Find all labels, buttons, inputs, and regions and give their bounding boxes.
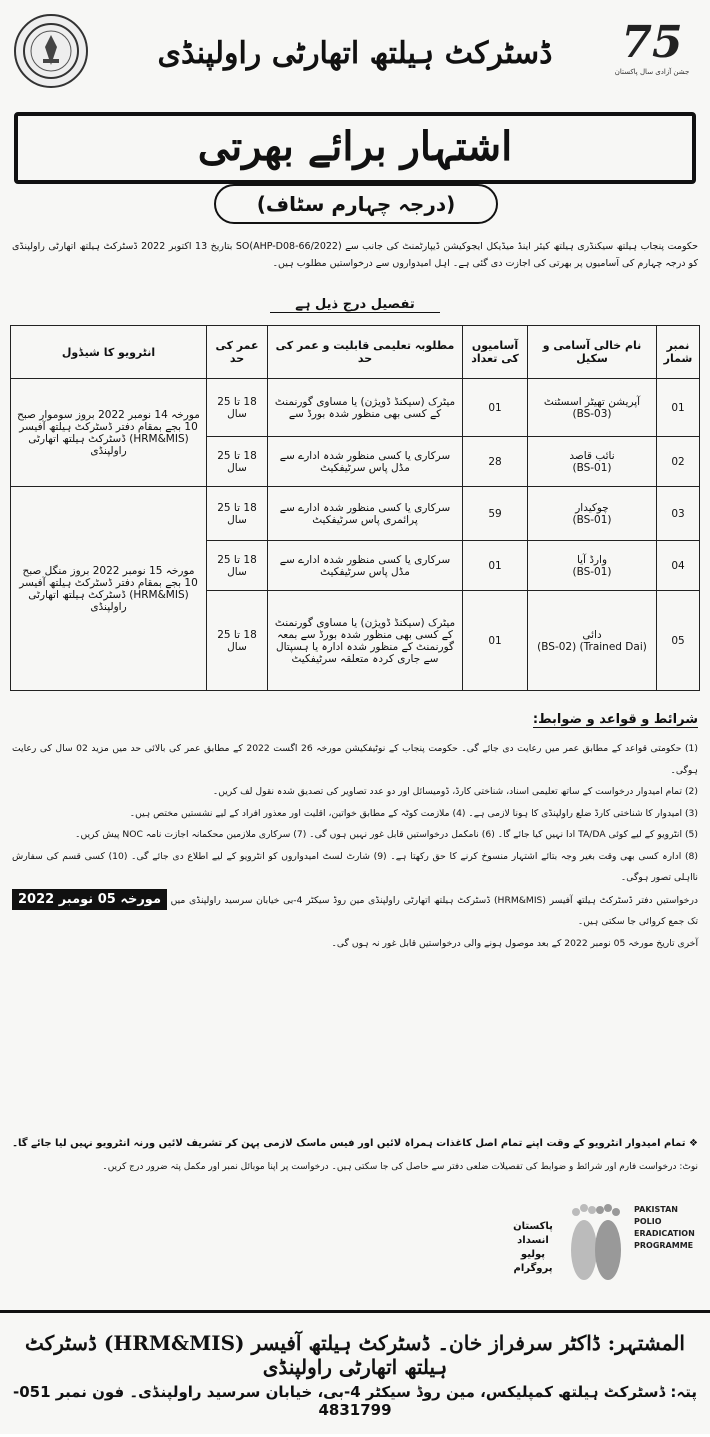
- deadline-after: تک جمع کروائی جا سکتی ہیں۔: [577, 916, 698, 927]
- post-name: دائی: [582, 628, 602, 641]
- row-post: [528, 379, 657, 437]
- row-post: [528, 591, 657, 691]
- post-name: آپریشن تھیٹر اسسٹنٹ: [543, 395, 641, 408]
- term-item: (2) تمام امیدوار درخواست کے ساتھ تعلیمی اسناد، شناختی کارڈ، ڈومیسائل اور دو عدد تصاویر کی تصدیق شدہ نقول لف کریں۔: [212, 786, 698, 797]
- row-count: 01: [463, 591, 528, 691]
- post-scale: (BS-01): [572, 565, 612, 578]
- row-serial: 03: [657, 487, 700, 541]
- post-name: وارڈ آیا: [576, 553, 608, 566]
- deadline-note: آخری تاریخ مورخہ 05 نومبر 2022 کے بعد موصول ہونے والی درخواستیں قابل غور نہ ہوں گی۔: [331, 937, 698, 949]
- row-qualification: سرکاری یا کسی منظور شدہ ادارے سے مڈل پاس سرٹیفکیٹ: [268, 541, 463, 591]
- row-qualification: میٹرک (سیکنڈ ڈویژن) یا مساوی گورنمنٹ کے کسی بھی منظور شدہ بورڈ سے: [268, 379, 463, 437]
- col-count: آسامیوں کی تعداد: [463, 326, 528, 379]
- posts-table: [10, 325, 700, 691]
- table-row: [11, 379, 700, 437]
- instruction-bullet: ❖ تمام امیدوار انٹرویو کے وقت اپنے تمام اصل کاغذات ہمراہ لائیں اور فیس ماسک لازمی پہن کر تشریف لائیں ورنہ انٹرویو نہیں لیا جائے گا۔: [12, 1138, 698, 1149]
- col-age: عمر کی حد: [207, 326, 268, 379]
- interview-schedule-2: مورخہ 15 نومبر 2022 بروز منگل صبح 10 بجے بمقام دفتر ڈسٹرکٹ ہیلتھ آفیسر (HRM&MIS) ڈسٹرکٹ ہیلتھ اتھارٹی راولپنڈی: [11, 487, 207, 691]
- row-count: 59: [463, 487, 528, 541]
- row-count: 01: [463, 379, 528, 437]
- post-name: چوکیدار: [575, 501, 609, 514]
- row-post: [528, 437, 657, 487]
- district-title: ڈسٹرکٹ ہیلتھ اتھارٹی راولپنڈی: [157, 36, 553, 71]
- logo-number: 75: [621, 17, 683, 68]
- row-serial: 02: [657, 437, 700, 487]
- term-item: (3) امیدوار کا شناختی کارڈ ضلع راولپنڈی کا ہونا لازمی ہے۔ (4) ملازمت کوٹہ کے مطابق خواتین، اقلیت اور معذور افراد کے لیے نشستیں مختص ہیں۔: [129, 807, 698, 819]
- row-count: 01: [463, 541, 528, 591]
- row-post: [528, 541, 657, 591]
- table-caption: تفصیل درج ذیل ہے: [270, 297, 440, 313]
- interview-schedule-1: مورخہ 14 نومبر 2022 بروز سوموار صبح 10 بجے بمقام دفتر ڈسٹرکٹ ہیلتھ آفیسر (HRM&MIS) ڈسٹرکٹ ہیلتھ اتھارٹی راولپنڈی: [11, 379, 207, 487]
- header: [0, 0, 710, 110]
- row-qualification: سرکاری یا کسی منظور شدہ ادارے سے پرائمری پاس سرٹیفکیٹ: [268, 487, 463, 541]
- row-age: 18 تا 25 سال: [207, 379, 268, 437]
- post-scale: (BS-01): [572, 461, 612, 474]
- footprints-icon: [564, 1190, 628, 1290]
- row-post: [528, 487, 657, 541]
- row-age: 18 تا 25 سال: [207, 541, 268, 591]
- post-scale: (BS-03): [572, 407, 612, 420]
- address-line: پتہ: ڈسٹرکٹ ہیلتھ کمپلیکس، مین روڈ سیکٹر 4-بی، خیابان سرسید راولپنڈی۔ فون نمبر 051-4831799: [13, 1383, 697, 1419]
- note-line: نوٹ: درخواست فارم اور شرائط و ضوابط کی تفصیلات ضلعی دفتر سے حاصل کی جا سکتی ہیں۔ درخواست پر اپنا موبائل نمبر اور مکمل پتہ ضرور درج کریں۔: [102, 1162, 698, 1172]
- recruitment-banner: اشتہار برائے بھرتی: [14, 112, 696, 184]
- row-serial: 05: [657, 591, 700, 691]
- polio-english-label: [634, 1204, 695, 1252]
- polio-line: PAKISTAN: [634, 1205, 678, 1214]
- logo-caption: جشن آزادی سال پاکستان: [614, 68, 690, 76]
- staff-grade-label: (درجہ چہارم سٹاف): [214, 184, 498, 224]
- post-name: نائب قاصد: [569, 449, 615, 462]
- row-qualification: سرکاری یا کسی منظور شدہ ادارے سے مڈل پاس سرٹیفکیٹ: [268, 437, 463, 487]
- polio-urdu-label: پاکستان انسداد پولیو پروگرام: [513, 1221, 553, 1274]
- 75-years-logo: [612, 18, 692, 88]
- col-serial: نمبر شمار: [657, 326, 700, 379]
- row-serial: 01: [657, 379, 700, 437]
- advertiser-line: المشتہر: ڈاکٹر سرفراز خان۔ ڈسٹرکٹ ہیلتھ آفیسر (HRM&MIS) ڈسٹرکٹ ہیلتھ اتھارٹی راولپنڈی: [25, 1331, 685, 1379]
- col-post: نام خالی آسامی و سکیل: [528, 326, 657, 379]
- polio-line: PROGRAMME: [634, 1241, 694, 1250]
- post-scale: (Trained Dai) (BS-02): [537, 640, 647, 653]
- term-item: (1) حکومتی قواعد کے مطابق عمر میں رعایت دی جائے گی۔ حکومت پنجاب کے نوٹیفکیشن مورخہ 26 اگست 2022 کے مطابق عمر کی بالائی حد میں مزید 02 سال کی رعایت ہوگی۔: [12, 743, 698, 776]
- row-age: 18 تا 25 سال: [207, 437, 268, 487]
- col-qualification: مطلوبہ تعلیمی قابلیت و عمر کی حد: [268, 326, 463, 379]
- polio-line: POLIO: [634, 1217, 662, 1226]
- table-row: [11, 487, 700, 541]
- row-qualification: میٹرک (سیکنڈ ڈویژن) یا مساوی گورنمنٹ کے کسی بھی منظور شدہ بورڈ سے بمعہ گورنمنٹ کے منظور شدہ ادارہ یا ہسپتال سے جاری کردہ متعلقہ سرٹیفکیٹ: [268, 591, 463, 691]
- row-age: 18 تا 25 سال: [207, 487, 268, 541]
- intro-paragraph: حکومت پنجاب ہیلتھ سیکنڈری ہیلتھ کیئر اینڈ میڈیکل ایجوکیشن ڈیپارٹمنٹ کی جانب سے SO(AHP-D08-66/2022) بتاریخ 13 اکتوبر 2022 ڈسٹرکٹ ہیلتھ اتھارٹی راولپنڈی کو درجہ چہارم کی آسامیوں پر بھرتی کی اجازت دی گئی ہے۔ اہل امیدواروں سے درخواستیں مطلوب ہیں۔: [12, 241, 698, 269]
- term-item: (8) ادارہ کسی بھی وقت بغیر وجہ بتائے اشتہار منسوخ کرنے کا حق رکھتا ہے۔ (9) شارٹ لسٹ امیدواروں کو انٹرویو کے لیے اطلاع دی جائے گی۔ (10) کسی قسم کی سفارش نااہلی تصور ہوگی۔: [12, 850, 698, 883]
- term-item: (5) انٹرویو کے لیے کوئی TA/DA ادا نہیں کیا جائے گا۔ (6) نامکمل درخواستیں قابل غور نہیں ہوں گی۔ (7) سرکاری ملازمین محکمانہ اجازت نامہ NOC پیش کریں۔: [75, 829, 698, 840]
- deadline-line: [12, 889, 698, 933]
- terms-list: [12, 738, 698, 954]
- post-scale: (BS-01): [572, 513, 612, 526]
- terms-heading: شرائط و قواعد و ضوابط:: [532, 712, 698, 727]
- row-count: 28: [463, 437, 528, 487]
- deadline-text: درخواستیں دفتر ڈسٹرکٹ ہیلتھ آفیسر (HRM&MIS) ڈسٹرکٹ ہیلتھ اتھارٹی راولپنڈی مین روڈ سیکٹر 4-بی خیابان سرسید راولپنڈی میں: [170, 894, 698, 906]
- polio-line: ERADICATION: [634, 1229, 695, 1238]
- government-seal-icon: [14, 14, 88, 88]
- polio-eradication-logo: [500, 1190, 700, 1300]
- footer: [0, 1310, 710, 1437]
- row-age: 18 تا 25 سال: [207, 591, 268, 691]
- row-serial: 04: [657, 541, 700, 591]
- col-schedule: انٹرویو کا شیڈول: [11, 326, 207, 379]
- deadline-date: مورخہ 05 نومبر 2022: [12, 889, 167, 911]
